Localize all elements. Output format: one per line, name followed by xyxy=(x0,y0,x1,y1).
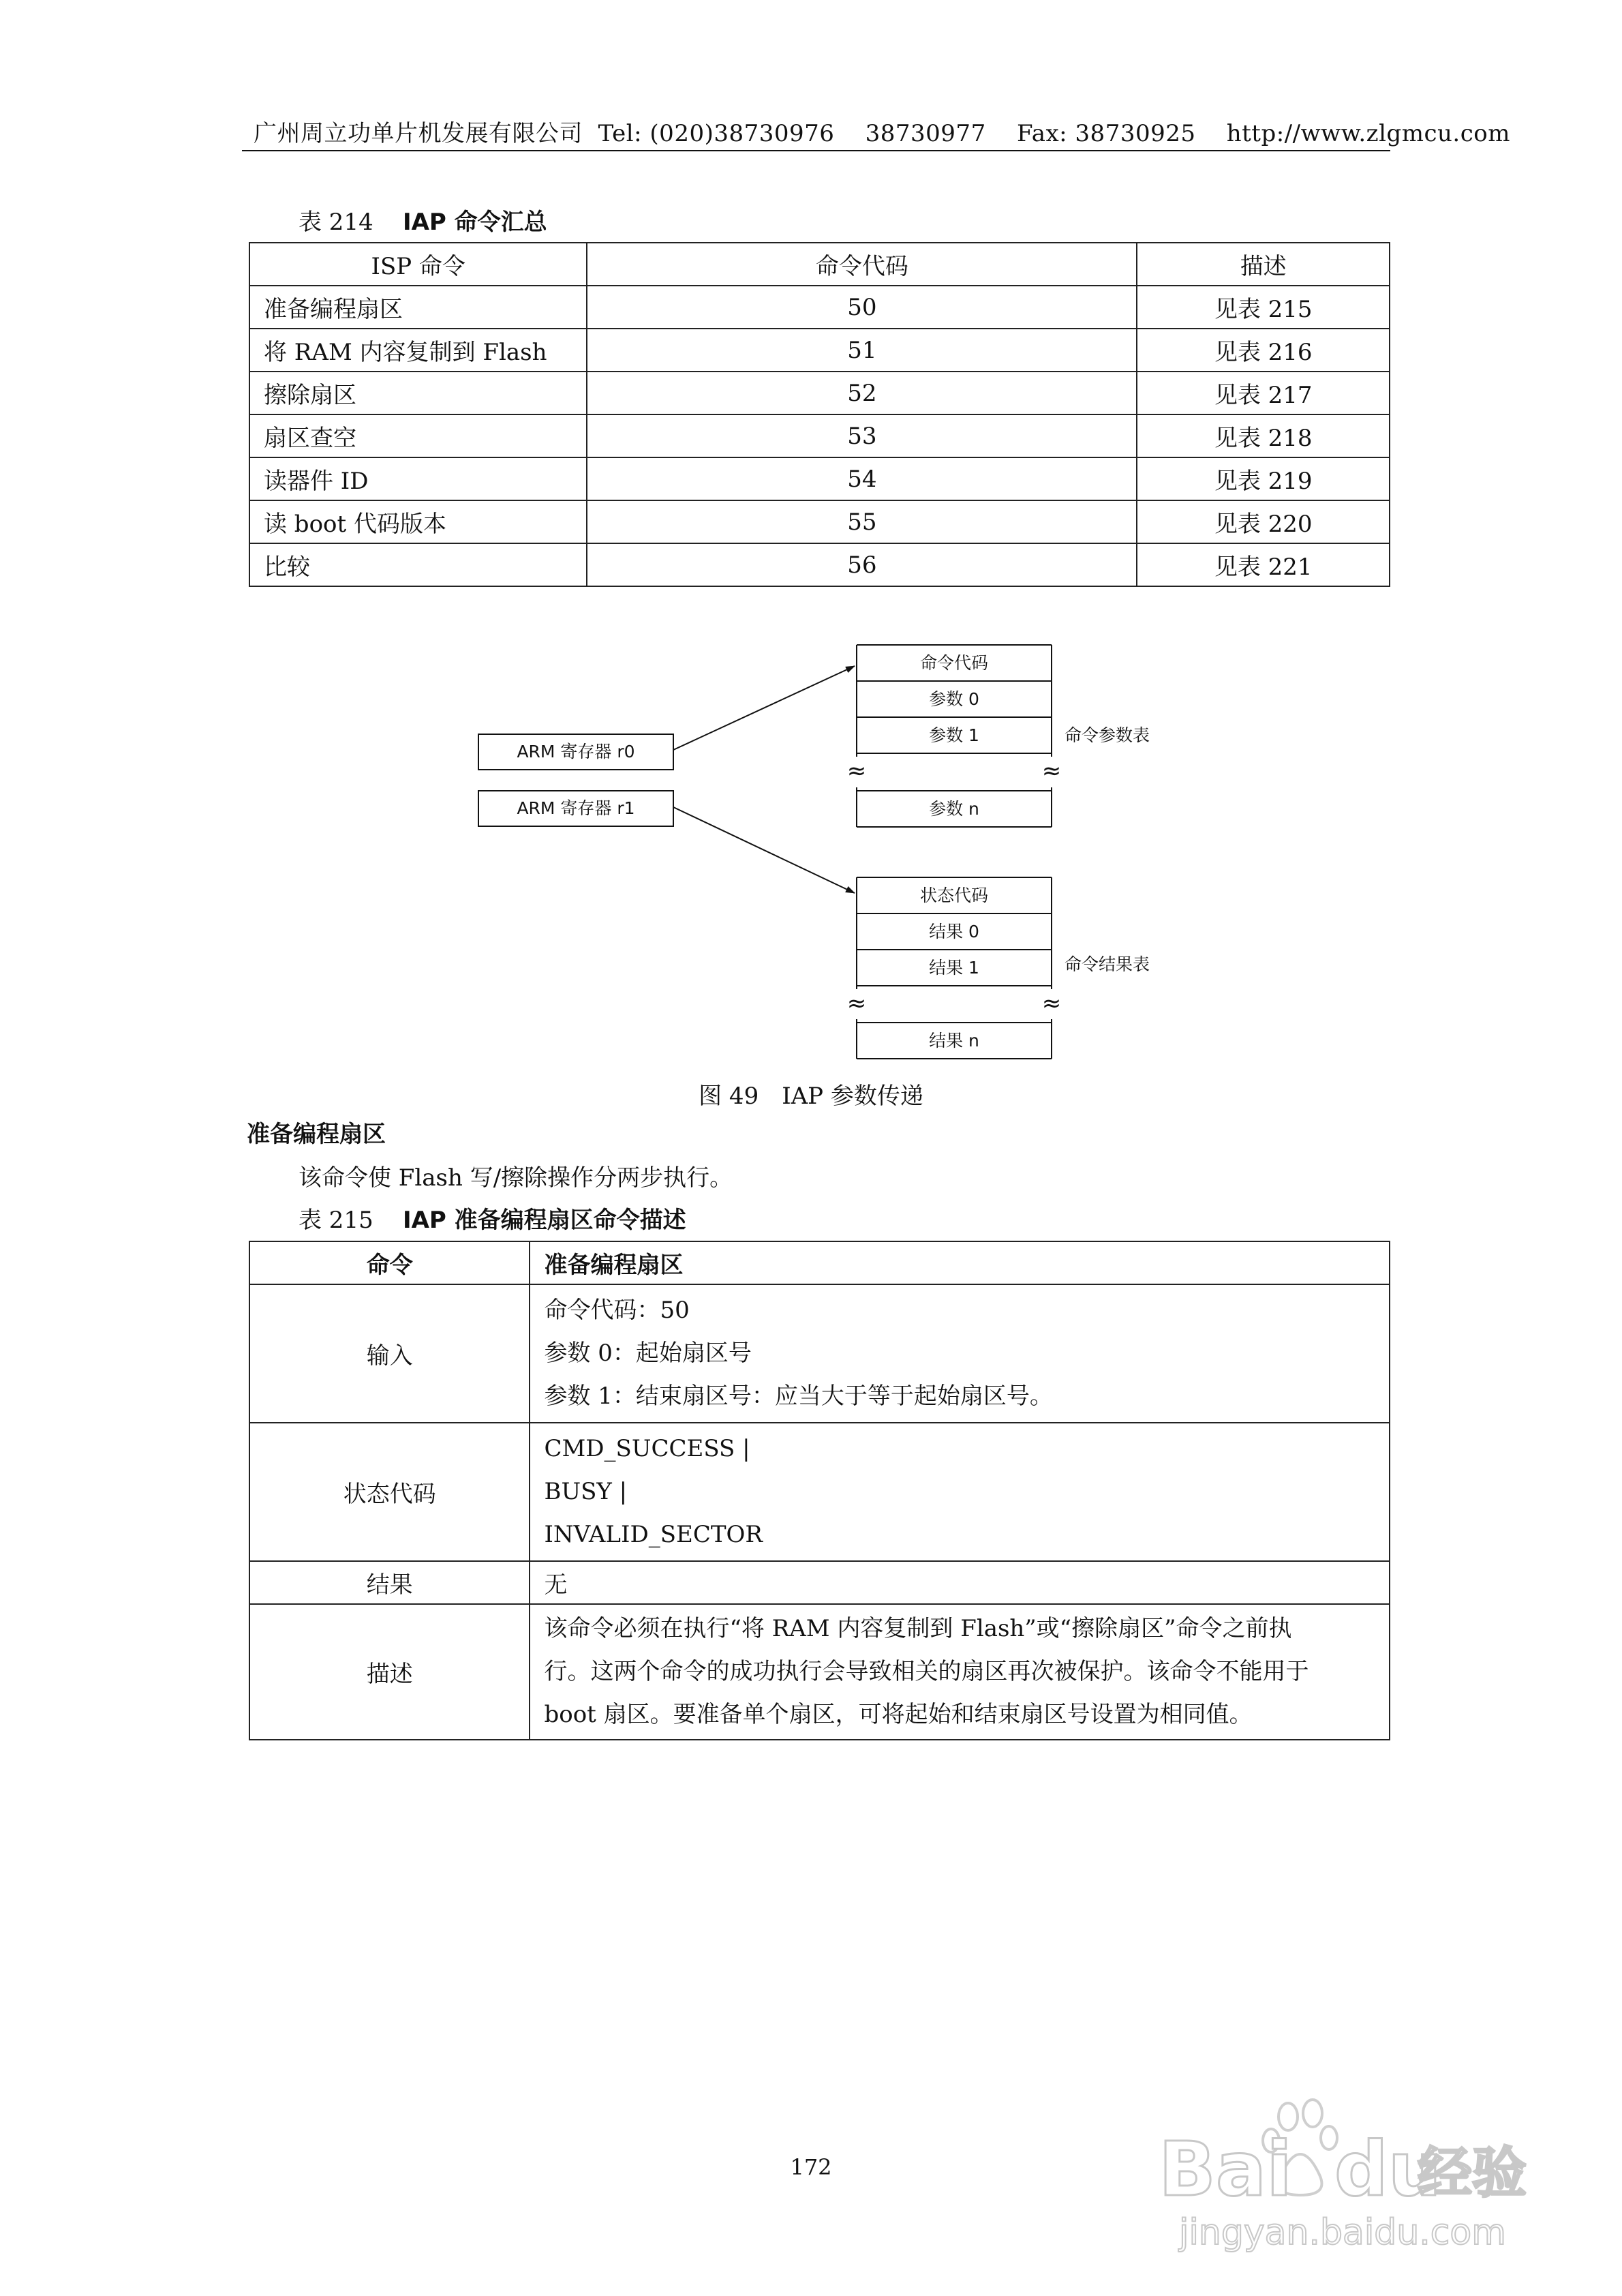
result-row-label: 状态代码 xyxy=(919,886,989,905)
break-mark: ≈ xyxy=(1041,757,1062,785)
table-cell: 51 xyxy=(587,329,1137,372)
table214-header-cell: 命令代码 xyxy=(587,243,1137,286)
table-cell: 擦除扇区 xyxy=(249,372,587,414)
table-cell: 见表 216 xyxy=(1137,329,1390,372)
status-line: CMD_SUCCESS | xyxy=(544,1435,750,1462)
watermark-brand-a: Bai xyxy=(1159,2126,1292,2213)
param-row-label: 参数 n xyxy=(929,799,979,819)
table-cell: 55 xyxy=(587,500,1137,543)
input-line: 参数 1：结束扇区号：应当大于等于起始扇区号。 xyxy=(544,1383,1053,1410)
table-cell: 见表 218 xyxy=(1137,414,1390,457)
table215-header-row xyxy=(249,1241,1390,1284)
table-cell: 准备编程扇区 xyxy=(249,286,587,329)
table-cell: 读 boot 代码版本 xyxy=(249,500,587,543)
header-fax: Fax: 38730925 xyxy=(1016,120,1196,147)
table-cell: 见表 217 xyxy=(1137,372,1390,414)
table-cell: 50 xyxy=(587,286,1137,329)
table-cell: 扇区查空 xyxy=(249,414,587,457)
status-line: BUSY | xyxy=(544,1478,628,1505)
status-label: 状态代码 xyxy=(249,1423,530,1561)
param-table-label: 命令参数表 xyxy=(1065,725,1150,745)
result-row-label: 结果 0 xyxy=(929,922,979,941)
header-company: 广州周立功单片机发展有限公司 xyxy=(254,120,583,147)
table215-caption-title: IAP 准备编程扇区命令描述 xyxy=(402,1207,686,1234)
table-cell: 将 RAM 内容复制到 Flash xyxy=(249,329,587,372)
input-line: 参数 0：起始扇区号 xyxy=(544,1340,752,1367)
arrow-r0-to-params xyxy=(673,666,855,750)
watermark-brand-b: du xyxy=(1334,2126,1442,2213)
table214-header-cell: ISP 命令 xyxy=(249,243,587,286)
header-url[interactable]: http://www.zlgmcu.com xyxy=(1226,120,1510,147)
table-row xyxy=(249,1423,1390,1561)
table-cell: 见表 219 xyxy=(1137,457,1390,500)
description-values xyxy=(530,1604,1390,1740)
table-cell: 读器件 ID xyxy=(249,457,587,500)
result-label: 结果 xyxy=(249,1561,530,1604)
table-row xyxy=(249,1284,1390,1423)
iap-parameter-diagram xyxy=(0,0,1622,1118)
result-table-label: 命令结果表 xyxy=(1065,954,1150,974)
header-tel2: 38730977 xyxy=(865,120,986,147)
parameter-table xyxy=(847,645,1062,827)
table-cell: 53 xyxy=(587,414,1137,457)
table214-caption-num: 表 214 xyxy=(299,209,373,236)
result-value: 无 xyxy=(530,1561,1390,1604)
header-tel: Tel: (020)38730976 xyxy=(598,120,835,147)
break-mark: ≈ xyxy=(846,757,867,785)
param-row-label: 命令代码 xyxy=(919,653,989,673)
arrow-r1-to-results xyxy=(673,807,855,893)
status-values xyxy=(530,1423,1390,1561)
table215-header-right: 准备编程扇区 xyxy=(530,1241,1390,1284)
page-number: 172 xyxy=(790,2154,832,2180)
description-line: 行。这两个命令的成功执行会导致相关的扇区再次被保护。该命令不能用于 xyxy=(544,1658,1309,1685)
section-body: 该命令使 Flash 写/擦除操作分两步执行。 xyxy=(299,1164,733,1192)
figure49-caption: 图 49 IAP 参数传递 xyxy=(699,1083,923,1110)
break-mark: ≈ xyxy=(846,990,867,1017)
table-cell: 见表 221 xyxy=(1137,543,1390,586)
table-cell: 比较 xyxy=(249,543,587,586)
table214-header-cell: 描述 xyxy=(1137,243,1390,286)
table-row xyxy=(249,1561,1390,1604)
register-r0-label: ARM 寄存器 r0 xyxy=(517,742,635,761)
table215-caption-num: 表 215 xyxy=(299,1207,373,1234)
section-title: 准备编程扇区 xyxy=(247,1121,386,1148)
description-label: 描述 xyxy=(249,1604,530,1740)
table-row xyxy=(249,1604,1390,1740)
table215 xyxy=(249,1241,1390,1740)
watermark-url: jingyan.baidu.com xyxy=(1179,2212,1506,2253)
result-row-label: 结果 1 xyxy=(929,958,979,978)
baidu-jingyan-watermark xyxy=(1159,2093,1540,2256)
table-cell: 54 xyxy=(587,457,1137,500)
table-cell: 见表 215 xyxy=(1137,286,1390,329)
description-line: 该命令必须在执行“将 RAM 内容复制到 Flash”或“擦除扇区”命令之前执 xyxy=(544,1615,1292,1642)
table-cell: 52 xyxy=(587,372,1137,414)
status-line: INVALID_SECTOR xyxy=(544,1521,763,1548)
result-table xyxy=(847,877,1062,1059)
description-line: boot 扇区。要准备单个扇区，可将起始和结束扇区号设置为相同值。 xyxy=(544,1701,1253,1728)
table215-caption xyxy=(299,1201,686,1235)
table-cell: 见表 220 xyxy=(1137,500,1390,543)
input-line: 命令代码：50 xyxy=(544,1297,690,1324)
param-row-label: 参数 1 xyxy=(929,725,979,745)
table215-header-left: 命令 xyxy=(249,1241,530,1284)
input-label: 输入 xyxy=(249,1284,530,1423)
break-mark: ≈ xyxy=(1041,990,1062,1017)
table214-caption-title: IAP 命令汇总 xyxy=(402,209,547,236)
table-cell: 56 xyxy=(587,543,1137,586)
register-r1-label: ARM 寄存器 r1 xyxy=(517,798,635,818)
result-row-label: 结果 n xyxy=(929,1031,979,1051)
watermark-brand-cn: 经验 xyxy=(1418,2141,1527,2205)
param-row-label: 参数 0 xyxy=(929,689,979,709)
input-values xyxy=(530,1284,1390,1423)
